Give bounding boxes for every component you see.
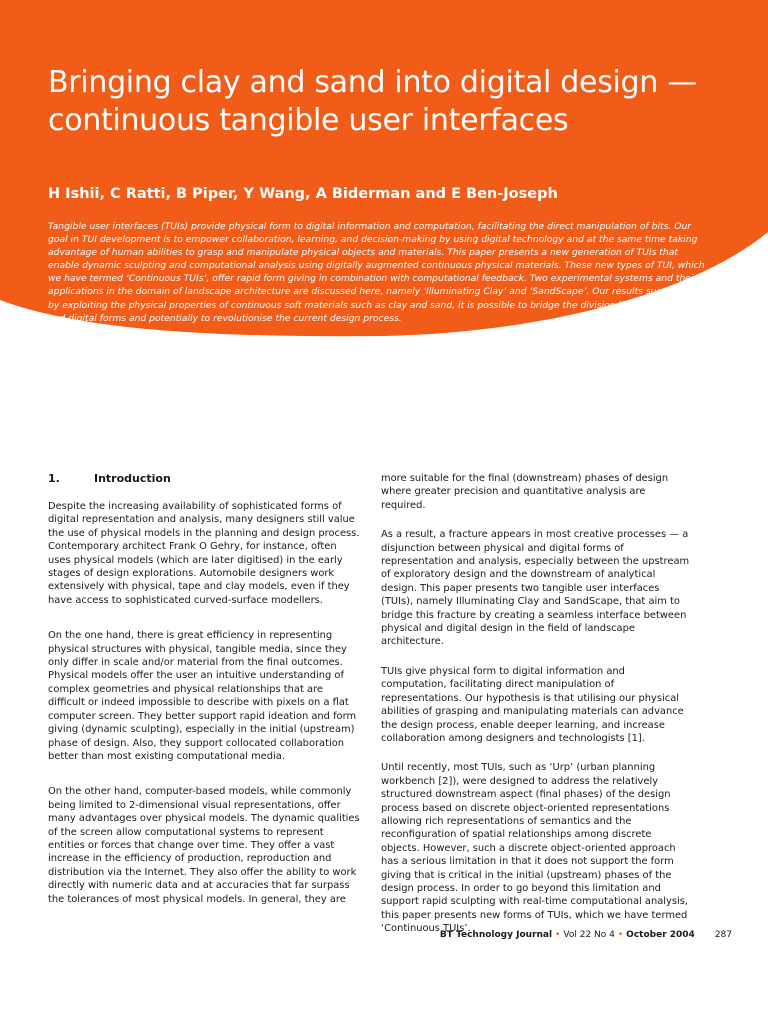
right-column [381,472,693,952]
journal-date: October 2004 [626,930,695,940]
paragraph: On the other hand, computer-based models, while commonly being limited to 2-dimensional visual representations, offer many advantages over physical models. The dynamic qualities of the screen allow computational systems to represent entities or forces that change over time. They offer a vast increase in the efficiency of production, reproduction and distribution via the Internet. They also offer the ability to work directly with numeric data and at accuracies that far surpass the tolerances of most physical models. In general, they are [48,786,360,905]
paper-title: Bringing clay and sand into digital design — continuous tangible user interfaces [48,65,697,138]
separator-dot: • [617,930,624,940]
paragraph: As a result, a fracture appears in most creative processes — a disjunction between physical and digital forms of representation and analysis, especially between the upstream of exploratory design and the downstream of analytical design. This paper presents two tangible user interfaces (TUIs), namely Illuminating Clay and SandScape, that aim to bridge this fracture by creating a seamless interface between physical and digital design in the field of landscape architecture. [381,529,690,648]
abstract: Tangible user interfaces (TUIs) provide physical form to digital information and computation, facilitating the direct manipulation of bits. Our goal in TUI development is to empower collaboration, learning, and decision-making by using digital technology and at the same time taking advantage of human abilities to grasp and manipulate physical objects and materials. This paper presents a new generation of TUIs that enable dynamic sculpting and computational analysis using digitally augmented continuous physical materials. These new types of TUI, which we have termed ‘Continuous TUIs’, offer rapid form giving in combination with computational feedback. Two experimental systems and their applications in the domain of landscape architecture are discussed here, namely ‘Illuminating Clay’ and ‘SandScape’. Our results suggest that by exploiting the physical properties of continuous soft materials such as clay and sand, it is possible to bridge the division between physical and digital forms and potentially to revolutionise the current design process. [48,221,705,324]
journal-volume: Vol 22 No 4 [563,930,615,940]
paragraph: On the one hand, there is great efficiency in representing physical structures with physical, tangible media, since they only differ in scale and/or material from the final outcomes. Physical models offer the user an intuitive understanding of complex geometries and physical relationships that are difficult or indeed impossible to describe with pixels on a flat computer screen. They better support rapid ideation and form giving (dynamic sculpting), especially in the initial (upstream) phase of design. Also, they support collocated collaboration better than most existing computational media. [48,630,357,762]
section-heading [48,472,360,486]
section-title: Introduction [94,472,171,485]
page-footer [440,930,732,940]
paragraph: TUIs give physical form to digital information and computation, facilitating direct manipulation of representations. Our hypothesis is that utilising our physical abilities of grasping and manipulating materials can advance the design process, enable deeper learning, and increase collaboration among designers and technologists [1]. [381,665,684,744]
paragraph: Despite the increasing availability of sophisticated forms of digital representation and analysis, many designers still value the use of physical models in the planning and design process. Contemporary architect Frank O Gehry, for instance, often uses physical models (which are later digitised) in the early stages of design explorations. Automobile designers work extensively with physical, tape and clay models, even if they have access to sophisticated curved-surface modellers. [48,501,360,606]
page-number: 287 [714,930,732,940]
author-list: H Ishii, C Ratti, B Piper, Y Wang, A Biderman and E Ben-Joseph [48,186,558,202]
journal-name: BT Technology Journal [439,930,553,940]
separator-dot: • [555,930,561,940]
paragraph: Until recently, most TUIs, such as ‘Urp’ (urban planning workbench [2]), were designed to address the relatively structured downstream aspect (final phases) of the design process based on discrete object-oriented representations allowing rich representations of semantics and the reconfiguration of spatial relationships among discrete objects. However, such a discrete object-oriented approach has a serious limitation in that it does not support the form giving that is critical in the initial (upstream) phases of the design process. In order to go beyond this limitation and support rapid sculpting with real-time computational analysis, this paper presents new forms of TUIs, which we have termed ‘Continuous TUIs’. [381,762,689,935]
section-number: 1. [48,472,60,485]
left-column [48,472,360,922]
paragraph: more suitable for the final (downstream) phases of design where greater precision and quantitative analysis are required. [381,473,669,511]
